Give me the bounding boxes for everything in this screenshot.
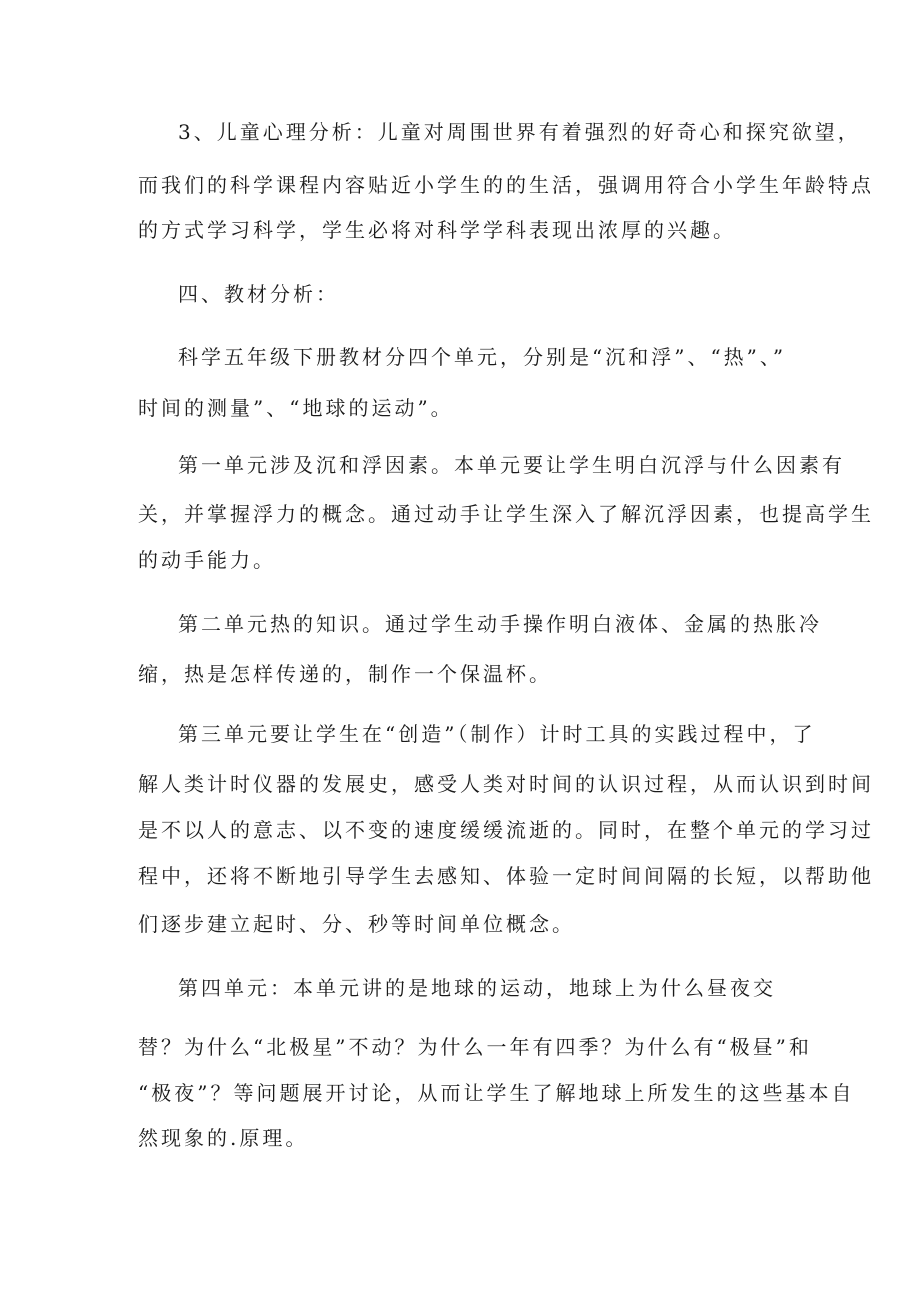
paragraph-6-line-1: 第三单元要让学生在“创造”（制作）计时工具的实践过程中，了: [178, 722, 816, 746]
paragraph-4-line-2: 关，并掌握浮力的概念。通过动手让学生深入了解沉浮因素，也提高学生: [138, 502, 874, 526]
paragraph-5-line-1: 第二单元热的知识。通过学生动手操作明白液体、金属的热胀冷: [178, 612, 822, 636]
paragraph-1-line-1: 3、儿童心理分析：儿童对周围世界有着强烈的好奇心和探究欲望，: [178, 120, 861, 144]
paragraph-5-line-2: 缩，热是怎样传递的，制作一个保温杯。: [138, 662, 552, 686]
paragraph-6-line-5: 们逐步建立起时、分、秒等时间单位概念。: [138, 912, 575, 936]
paragraph-7-line-4: 然现象的.原理。: [138, 1126, 309, 1150]
paragraph-1-line-3: 的方式学习科学，学生必将对科学学科表现出浓厚的兴趣。: [138, 218, 736, 242]
paragraph-4-line-3: 的动手能力。: [138, 548, 276, 572]
paragraph-4-line-1: 第一单元涉及沉和浮因素。本单元要让学生明白沉浮与什么因素有: [178, 453, 845, 477]
paragraph-3-line-1: 科学五年级下册教材分四个单元，分别是“沉和浮”、“热”、”: [178, 345, 787, 369]
section-heading: 四、教材分析：: [178, 282, 339, 306]
paragraph-7-line-1: 第四单元：本单元讲的是地球的运动，地球上为什么昼夜交: [178, 976, 776, 1000]
paragraph-7-line-2: 替？为什么“北极星”不动？为什么一年有四季？为什么有“极昼”和: [138, 1035, 812, 1059]
paragraph-6-line-2: 解人类计时仪器的发展史，感受人类对时间的认识过程，从而认识到时间: [138, 772, 874, 796]
paragraph-1-line-2: 而我们的科学课程内容贴近小学生的的生活，强调用符合小学生年龄特点: [138, 173, 874, 197]
paragraph-6-line-4: 程中，还将不断地引导学生去感知、体验一定时间间隔的长短，以帮助他: [138, 864, 874, 888]
paragraph-7-line-3: “极夜”？等问题展开讨论，从而让学生了解地球上所发生的这些基本自: [138, 1081, 855, 1105]
paragraph-6-line-3: 是不以人的意志、以不变的速度缓缓流逝的。同时，在整个单元的学习过: [138, 818, 874, 842]
paragraph-3-line-2: 时间的测量”、“地球的运动”。: [138, 396, 454, 420]
